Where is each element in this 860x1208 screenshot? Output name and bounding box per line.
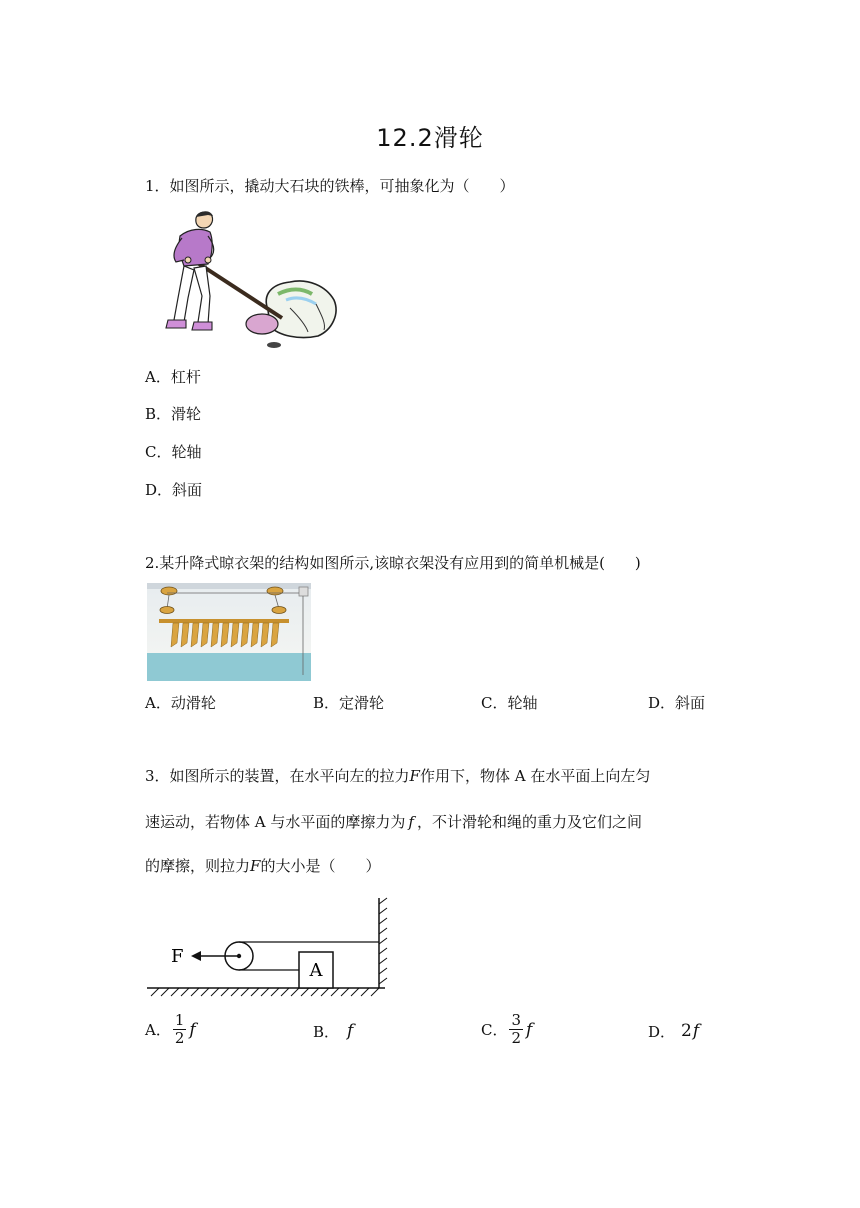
q3-option-a-numerator: 1 xyxy=(174,1011,185,1029)
q1-option-d[interactable]: D．斜面 xyxy=(145,481,203,499)
q3-option-a-fraction xyxy=(173,1012,187,1047)
q3-line1-part-a: 3．如图所示的装置，在水平向左的拉力 xyxy=(145,767,410,785)
q3-var-f: f xyxy=(408,813,414,831)
block-label: A xyxy=(309,960,323,981)
q3-option-d-coef: 2 xyxy=(681,1021,692,1041)
page-title: 12.2滑轮 xyxy=(376,124,484,152)
q1-option-c[interactable]: C．轮轴 xyxy=(145,443,202,461)
q3-option-b-letter: B． xyxy=(313,1022,340,1041)
q1-option-b[interactable]: B．滑轮 xyxy=(145,405,202,423)
q3-option-d[interactable] xyxy=(648,1012,699,1050)
q1-lever-illustration xyxy=(150,208,340,350)
q3-line1-part-b: 作用下，物体 A 在水平面上向左匀 xyxy=(419,767,651,785)
q3-var-F-2: F xyxy=(250,857,261,875)
q3-option-b-var: f xyxy=(347,1021,354,1041)
q3-option-c-var: f xyxy=(526,1019,533,1040)
question-3-line-1 xyxy=(145,766,650,786)
q3-line3-part-b: 的大小是（ ） xyxy=(260,857,381,875)
force-label: F xyxy=(171,946,184,967)
q3-option-d-var: f xyxy=(692,1021,700,1041)
q3-var-F: F xyxy=(409,767,420,785)
question-1-stem: 1．如图所示，撬动大石块的铁棒，可抽象化为（ ） xyxy=(145,177,515,195)
q3-line2-part-a: 速运动，若物体 A 与水平面的摩擦力为 xyxy=(145,813,406,831)
q3-option-b[interactable] xyxy=(313,1012,353,1050)
q3-option-c-denominator: 2 xyxy=(511,1029,522,1047)
q2-option-a[interactable]: A．动滑轮 xyxy=(145,694,216,712)
question-3-line-2 xyxy=(145,812,642,832)
q2-option-c[interactable]: C．轮轴 xyxy=(481,694,538,712)
question-3-line-3 xyxy=(145,856,380,876)
q3-option-c-numerator: 3 xyxy=(511,1011,522,1029)
q3-option-d-letter: D． xyxy=(648,1022,676,1041)
question-2-stem: 2.某升降式晾衣架的结构如图所示,该晾衣架没有应用到的简单机械是( ) xyxy=(145,554,641,572)
q3-pulley-diagram xyxy=(147,896,395,1000)
q3-option-a-denominator: 2 xyxy=(174,1029,185,1047)
q3-option-c-fraction xyxy=(509,1012,523,1047)
q3-option-a-letter: A． xyxy=(145,1021,171,1039)
q3-line3-part-a: 的摩擦，则拉力 xyxy=(145,857,251,875)
q3-option-a-var: f xyxy=(189,1019,196,1040)
q3-option-a[interactable] xyxy=(145,1012,196,1047)
q3-option-c-letter: C． xyxy=(481,1021,508,1039)
q3-line2-part-b: ，不计滑轮和绳的重力及它们之间 xyxy=(416,813,642,831)
q3-option-c[interactable] xyxy=(481,1012,532,1047)
q2-clothes-rack-photo xyxy=(147,583,311,681)
q2-option-d[interactable]: D．斜面 xyxy=(648,694,706,712)
q2-option-b[interactable]: B．定滑轮 xyxy=(313,694,385,712)
q1-option-a[interactable]: A．杠杆 xyxy=(145,368,201,386)
